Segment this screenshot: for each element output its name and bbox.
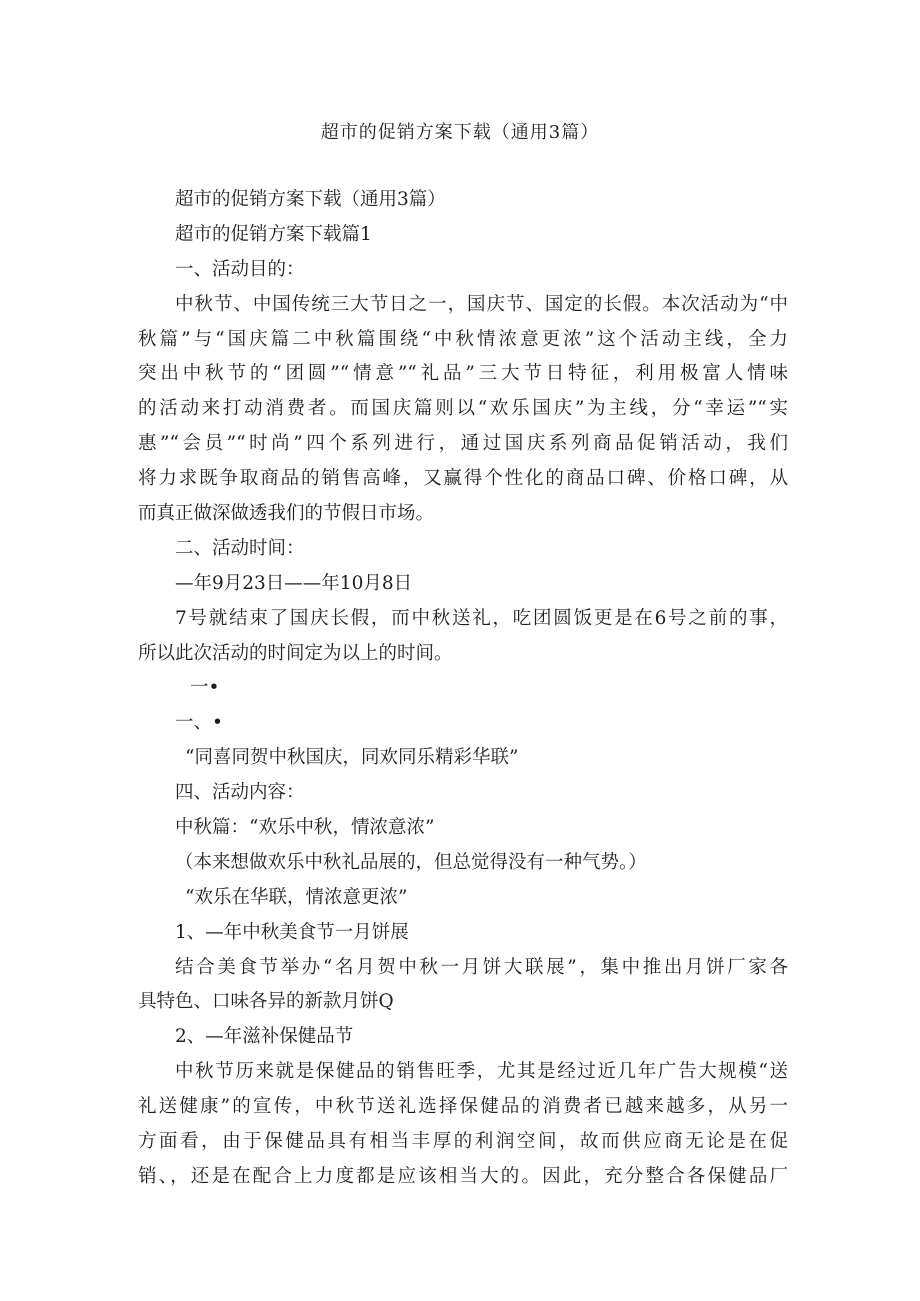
heading-fragment: 一• (190, 677, 220, 699)
paragraph-line: 突出中秋节的“团圆”“情意”“礼品”三大节日特征，利用极富人情味 (138, 363, 788, 385)
theme-slogan: “同喜同贺中秋国庆，同欢同乐精彩华联” (185, 747, 519, 769)
paragraph-mooncake (138, 951, 788, 1021)
paragraph-line: 所以此次活动的时间定为以上的时间。 (138, 642, 453, 664)
heading-activity-time: 二、活动时间： (175, 537, 305, 559)
paragraph-line: 销、，还是在配合上力度都是应该相当大的。因此，充分整合各保健品厂 (138, 1165, 788, 1187)
paragraph-line: 礼送健康”的宣传，中秋节送礼选择保健品的消费者已越来越多，从另一 (138, 1096, 788, 1118)
paragraph-health (138, 1055, 788, 1195)
slogan-line: “欢乐在华联，情浓意更浓” (185, 886, 408, 908)
paragraph-line: 7号就结束了国庆长假，而中秋送礼，吃团圆饭更是在6号之前的事， (175, 607, 788, 629)
paragraph-line: 结合美食节举办“名月贺中秋一月饼大联展”，集中推出月饼厂家各 (175, 956, 788, 978)
paragraph-line: 中秋节、中国传统三大节日之一，国庆节、国定的长假。本次活动为“中 (175, 293, 788, 315)
paragraph-purpose (138, 288, 788, 532)
item-heading-1: 1、—年中秋美食节一月饼展 (175, 921, 409, 943)
paragraph-line: 方面看，由于保健品具有相当丰厚的利润空间，故而供应商无论是在促 (138, 1131, 788, 1153)
subtitle-line: 超市的促销方案下载（通用3篇） (175, 189, 446, 210)
paragraph-line: 具特色、口味各异的新款月饼Q (138, 991, 394, 1013)
heading-activity-purpose: 一、活动目的： (175, 258, 305, 280)
paragraph-time (138, 602, 788, 672)
note-line: （本来想做欢乐中秋礼品展的，但总觉得没有一种气势。） (175, 851, 647, 873)
heading-activity-content: 四、活动内容： (175, 782, 305, 804)
item-heading-2: 2、—年滋补保健品节 (175, 1026, 354, 1048)
paragraph-line: 的活动来打动消费者。而国庆篇则以“欢乐国庆”为主线，分“幸运”“实 (138, 398, 788, 420)
document-body (138, 183, 788, 1195)
paragraph-line: 惠”“会员”“时尚”四个系列进行，通过国庆系列商品促销活动，我们 (138, 433, 788, 455)
heading-fragment: 一、• (175, 712, 223, 734)
paragraph-line: 将力求既争取商品的销售高峰，又赢得个性化的商品口碑、价格口碑，从 (138, 468, 788, 490)
paragraph-line: 秋篇”与“国庆篇二中秋篇围绕“中秋情浓意更浓”这个活动主线，全力 (138, 328, 788, 350)
paragraph-line: 中秋节历来就是保健品的销售旺季，尤其是经过近几年广告大规模“送 (175, 1061, 788, 1083)
section-heading: 超市的促销方案下载篇1 (175, 223, 372, 245)
paragraph-line: 而真正做深做透我们的节假日市场。 (138, 503, 435, 525)
mid-autumn-heading: 中秋篇：“欢乐中秋，情浓意浓” (175, 817, 435, 839)
date-range-line: —年9月23日——年10月8日 (175, 572, 413, 594)
document-title: 超市的促销方案下载（通用3篇） (320, 122, 600, 143)
